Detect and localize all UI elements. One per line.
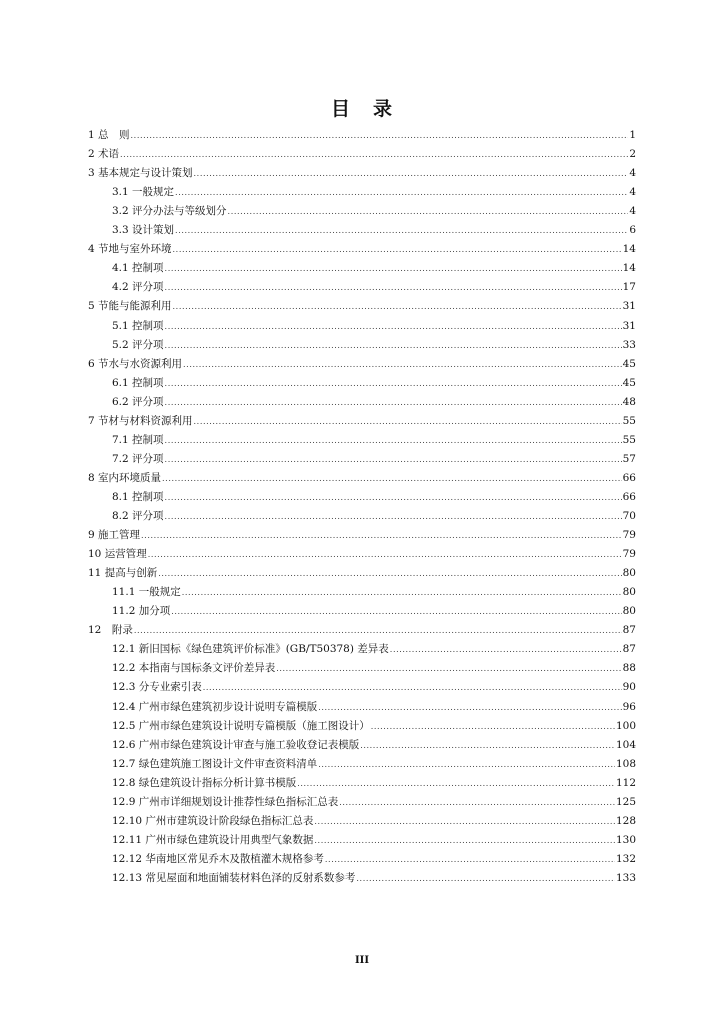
toc-entry-title: 2 术语 (88, 148, 120, 161)
toc-entry-title: 8.1 控制项 (112, 490, 164, 503)
toc-dot-leader (165, 393, 622, 412)
toc-entry-title: 12.12 华南地区常见乔木及散植灌木规格参考 (112, 852, 324, 865)
toc-dot-leader (165, 374, 622, 393)
toc-entry-title: 7.2 评分项 (112, 452, 164, 465)
toc-dot-leader (165, 278, 622, 297)
toc-entry-title: 4.2 评分项 (112, 281, 164, 294)
toc-entry[interactable] (88, 526, 636, 544)
toc-entry-page: 79 (622, 548, 636, 561)
toc-dot-leader (182, 583, 622, 602)
toc-entry-page: 125 (615, 795, 636, 808)
toc-entry[interactable] (112, 602, 636, 620)
toc-entry-page: 14 (622, 243, 636, 256)
toc-entry[interactable] (88, 126, 636, 144)
toc-dot-leader (360, 736, 615, 755)
toc-entry-page: 66 (622, 490, 636, 503)
toc-entry-title: 12.8 绿色建筑设计指标分析计算书模版 (112, 776, 297, 789)
toc-dot-leader (183, 355, 622, 374)
toc-entry-page: 66 (622, 471, 636, 484)
toc-dot-leader (120, 145, 628, 164)
toc-entry-title: 12 附录 (88, 624, 133, 637)
toc-entry[interactable] (88, 297, 636, 315)
toc-entry[interactable] (112, 507, 636, 525)
toc-entry[interactable] (112, 450, 636, 468)
toc-dot-leader (165, 259, 622, 278)
toc-dot-leader (356, 869, 615, 888)
toc-entry[interactable] (112, 183, 636, 201)
toc-entry[interactable] (112, 583, 636, 601)
toc-entry-page: 80 (622, 567, 636, 580)
toc-dot-leader (131, 126, 629, 145)
toc-dot-leader (165, 336, 622, 355)
toc-entry-page: 4 (629, 186, 636, 199)
toc-entry-title: 3.1 一般规定 (112, 186, 175, 199)
toc-entry-page: 45 (622, 376, 636, 389)
toc-entry-page: 31 (622, 319, 636, 332)
toc-entry-page: 17 (622, 281, 636, 294)
toc-entry-page: 96 (622, 700, 636, 713)
toc-entry-title: 12.7 绿色建筑施工图设计文件审查资料清单 (112, 757, 318, 770)
toc-dot-leader (314, 831, 615, 850)
toc-dot-leader (228, 202, 629, 221)
toc-entry[interactable] (112, 431, 636, 449)
toc-entry[interactable] (112, 869, 636, 887)
toc-dot-leader (134, 621, 622, 640)
toc-entry[interactable] (112, 774, 636, 792)
toc-dot-leader (390, 640, 622, 659)
toc-entry[interactable] (112, 640, 636, 658)
toc-entry-page: 14 (622, 262, 636, 275)
toc-entry-title: 7.1 控制项 (112, 433, 164, 446)
toc-entry-page: 4 (629, 167, 636, 180)
toc-entry-title: 12.9 广州市详细规划设计推荐性绿色指标汇总表 (112, 795, 339, 808)
toc-dot-leader (314, 812, 615, 831)
toc-dot-leader (165, 507, 622, 526)
toc-entry[interactable] (88, 469, 636, 487)
toc-entry[interactable] (112, 221, 636, 239)
toc-entry-page: 108 (615, 757, 636, 770)
toc-entry-title: 3 基本规定与设计策划 (88, 167, 193, 180)
toc-entry-page: 87 (622, 624, 636, 637)
toc-entry[interactable] (88, 621, 636, 639)
toc-dot-leader (165, 317, 622, 336)
toc-entry-title: 7 节材与材料资源利用 (88, 414, 193, 427)
toc-entry[interactable] (88, 355, 636, 373)
toc-entry-page: 45 (622, 357, 636, 370)
toc-entry[interactable] (112, 755, 636, 773)
toc-entry-page: 55 (622, 414, 636, 427)
toc-dot-leader (318, 698, 621, 717)
toc-dot-leader (194, 164, 629, 183)
toc-entry-title: 8 室内环境质量 (88, 471, 162, 484)
toc-dot-leader (276, 659, 621, 678)
toc-entry-page: 6 (629, 224, 636, 237)
toc-entry-title: 1 总 则 (88, 129, 130, 141)
toc-dot-leader (158, 564, 621, 583)
toc-entry-title: 12.13 常见屋面和地面铺装材料色泽的反射系数参考 (112, 871, 356, 884)
toc-entry[interactable] (112, 374, 636, 392)
toc-entry-page: 90 (622, 681, 636, 694)
toc-entry-page: 132 (615, 852, 636, 865)
toc-entry[interactable] (112, 831, 636, 849)
toc-entry[interactable] (112, 736, 636, 754)
toc-entry-title: 12.6 广州市绿色建筑设计审查与施工验收登记表模版 (112, 738, 360, 751)
toc-entry-page: 70 (622, 510, 636, 522)
toc-entry-title: 5.2 评分项 (112, 338, 164, 351)
toc-entry[interactable] (112, 717, 636, 735)
toc-dot-leader (165, 488, 622, 507)
toc-entry-title: 12.10 广州市建筑设计阶段绿色指标汇总表 (112, 814, 314, 827)
title-char-1: 目 (330, 98, 351, 120)
toc-entry-title: 6.2 评分项 (112, 395, 164, 408)
toc-entry-page: 80 (622, 586, 636, 599)
toc-entry-title: 11.2 加分项 (112, 605, 171, 618)
toc-entry[interactable] (88, 545, 636, 563)
toc-dot-leader (173, 240, 622, 259)
toc-entry[interactable] (88, 164, 636, 182)
toc-entry-title: 12.11 广州市绿色建筑设计用典型气象数据 (112, 833, 314, 846)
toc-entry-page: 100 (615, 719, 636, 732)
toc-entry-title: 10 运营管理 (88, 548, 147, 561)
toc-entry-page: 79 (622, 529, 636, 542)
toc-entry-page: 128 (615, 814, 636, 827)
toc-entry-page: 48 (622, 395, 636, 408)
toc-entry[interactable] (112, 659, 636, 677)
toc-entry-title: 11.1 一般规定 (112, 586, 181, 599)
toc-entry-title: 12.3 分专业索引表 (112, 681, 202, 694)
toc-entry-page: 33 (622, 338, 636, 351)
toc-dot-leader (173, 297, 622, 316)
toc-entry-page: 31 (622, 300, 636, 313)
toc-entry-title: 5.1 控制项 (112, 319, 164, 332)
toc-entry-title: 9 施工管理 (88, 529, 141, 542)
toc-dot-leader (171, 602, 621, 621)
toc-entry-title: 6.1 控制项 (112, 376, 164, 389)
title-char-2: 录 (373, 98, 394, 120)
toc-entry[interactable] (112, 678, 636, 696)
toc-dot-leader (318, 755, 615, 774)
toc-dot-leader (165, 450, 622, 469)
toc-entry[interactable] (88, 412, 636, 430)
toc-entry-title: 4 节地与室外环境 (88, 243, 172, 256)
toc-entry-title: 12.1 新旧国标《绿色建筑评价标准》(GB/T50378) 差异表 (112, 643, 389, 656)
toc-entry-title: 3.3 设计策划 (112, 224, 175, 237)
toc-entry-page: 87 (622, 643, 636, 656)
toc-entry-page: 88 (622, 662, 636, 675)
toc-dot-leader (297, 774, 615, 793)
toc-dot-leader (162, 469, 622, 488)
toc-entry[interactable] (112, 393, 636, 411)
toc-dot-leader (339, 793, 615, 812)
toc-entry-page: 55 (622, 433, 636, 446)
toc-entry[interactable] (88, 145, 636, 163)
toc-entry-title: 6 节水与水资源利用 (88, 357, 183, 370)
toc-entry[interactable] (88, 240, 636, 258)
toc-entry[interactable] (88, 564, 636, 582)
toc-entry[interactable] (112, 278, 636, 296)
toc-dot-leader (175, 221, 628, 240)
toc-entry[interactable] (112, 698, 636, 716)
page-number: III (354, 955, 370, 966)
toc-entry-page: 130 (615, 833, 636, 846)
toc-entry[interactable] (112, 488, 636, 506)
toc-entry-page: 112 (615, 776, 636, 789)
toc-entry[interactable] (112, 850, 636, 868)
toc-entry[interactable] (112, 812, 636, 830)
toc-entry[interactable] (112, 317, 636, 335)
toc-dot-leader (141, 526, 622, 545)
toc-dot-leader (148, 545, 622, 564)
toc-dot-leader (194, 412, 622, 431)
toc-entry-page: 4 (629, 205, 636, 218)
toc-entry-page: 1 (629, 129, 636, 141)
toc-entry-page: 2 (629, 148, 636, 161)
toc-entry-title: 12.5 广州市绿色建筑设计说明专篇模版（施工图设计） (112, 719, 370, 732)
toc-entry[interactable] (112, 336, 636, 354)
toc-dot-leader (325, 850, 615, 869)
toc-entry-title: 12.4 广州市绿色建筑初步设计说明专篇模版 (112, 700, 318, 713)
toc-entry-title: 8.2 评分项 (112, 510, 164, 522)
toc-entry-page: 80 (622, 605, 636, 618)
page-title (0, 94, 724, 121)
toc-entry-title: 5 节能与能源利用 (88, 300, 172, 313)
toc-entry[interactable] (112, 259, 636, 277)
toc-dot-leader (203, 678, 622, 697)
toc-dot-leader (371, 717, 615, 736)
toc-entry[interactable] (112, 793, 636, 811)
toc-entry-page: 133 (615, 871, 636, 884)
toc-entry-page: 104 (615, 738, 636, 751)
toc-dot-leader (175, 183, 628, 202)
toc-entry-title: 11 提高与创新 (88, 567, 158, 580)
toc-entry-title: 12.2 本指南与国标条文评价差异表 (112, 662, 276, 675)
toc-entry-title: 4.1 控制项 (112, 262, 164, 275)
toc-entry[interactable] (112, 202, 636, 220)
toc-entry-title: 3.2 评分办法与等级划分 (112, 205, 227, 218)
toc-entry-page: 57 (622, 452, 636, 465)
toc-dot-leader (165, 431, 622, 450)
